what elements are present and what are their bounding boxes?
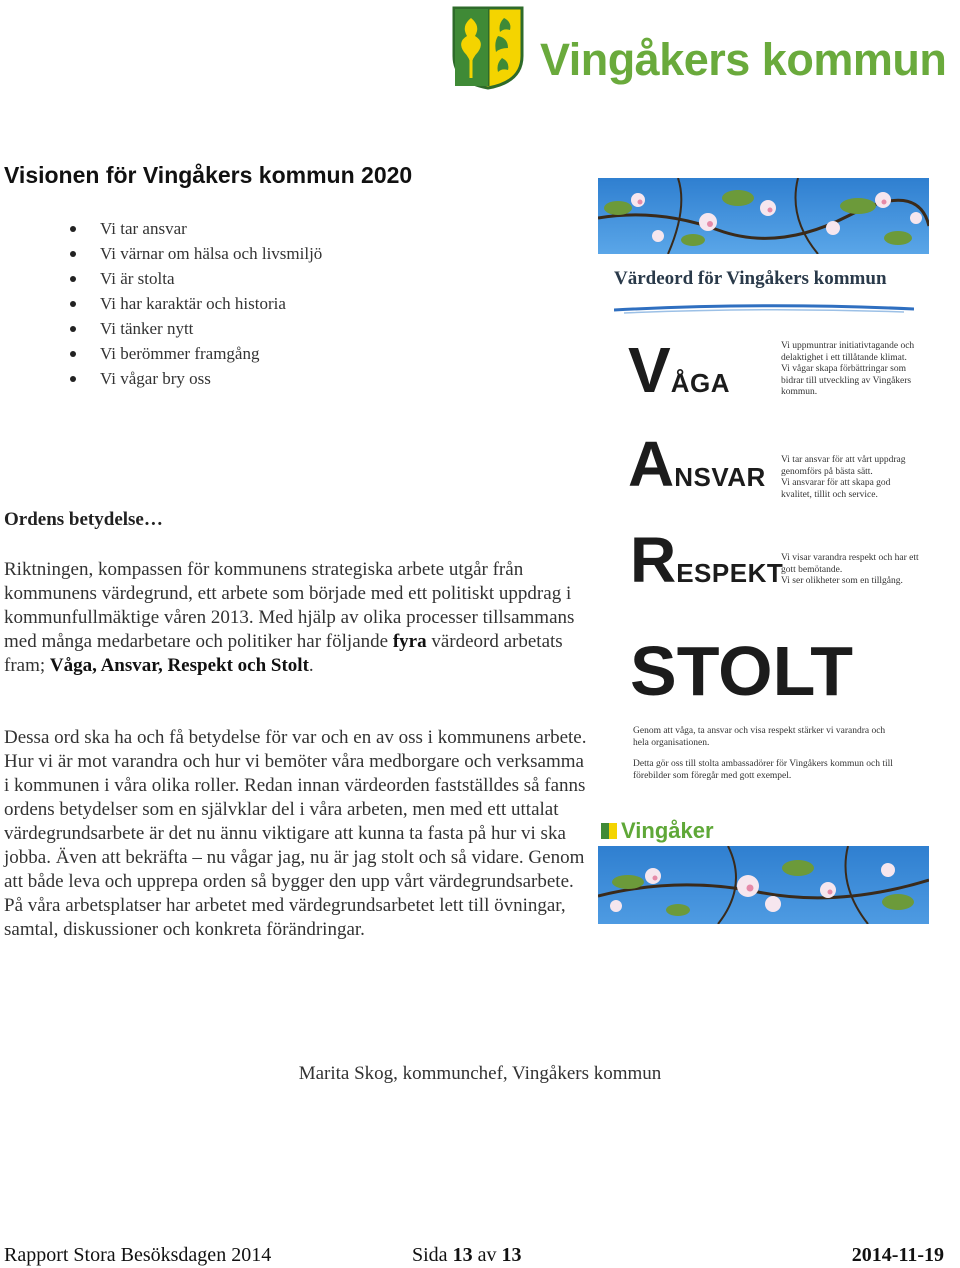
value-word-stolt: STOLT — [630, 632, 853, 710]
org-name-logo-text: Vingåkers kommun — [540, 34, 947, 85]
ordens-heading: Ordens betydelse… — [4, 509, 163, 530]
paragraph-values-origin: Riktningen, kompassen för kommunens strategiska arbete utgår från kommunens värdegrund, ett arbete som började med ett politiskt uppdrag i kommunfullmäktige våren 2013. Med hjälp av olika processer tillsammans med många medarbetare och politiker har följande fyra värdeord arbetats fram; Våga, Ansvar, Respekt och Stolt. — [4, 559, 575, 676]
coat-of-arms-logo — [452, 6, 524, 90]
poster-title: Värdeord för Vingåkers kommun — [614, 268, 887, 289]
apple-blossom-photo-top — [598, 178, 929, 254]
signature: Marita Skog, kommunchef, Vingåkers kommun — [298, 1063, 662, 1084]
value-word-ansvar: ANSVAR — [628, 428, 766, 500]
footer-report-title: Rapport Stora Besöksdagen 2014 — [4, 1244, 272, 1266]
value-word-respekt: RESPEKT — [630, 524, 784, 596]
footer-date: 2014-11-19 — [851, 1244, 944, 1266]
poster-swoosh-divider — [614, 302, 914, 316]
list-item: Vi har karaktär och historia — [70, 291, 322, 316]
ansvar-description: Vi tar ansvar för att vårt uppdrag genomförs på bästa sätt. Vi ansvarar för att skapa god kvalitet, tillit och service. — [781, 455, 906, 500]
list-item: Vi vågar bry oss — [70, 366, 322, 391]
footer-page-number: Sida 13 av 13 — [412, 1244, 522, 1266]
apple-blossom-photo-bottom — [598, 846, 929, 924]
vision-list — [70, 216, 322, 391]
list-item: Vi tar ansvar — [70, 216, 322, 241]
vision-heading: Visionen för Vingåkers kommun 2020 — [4, 162, 413, 188]
vaga-description: Vi uppmuntrar initiativtagande och delaktighet i ett tillåtande klimat. Vi vågar skapa förbättringar som bidrar till utveckling av Vingåkers kommun. — [781, 341, 915, 398]
list-item: Vi berömmer framgång — [70, 341, 322, 366]
value-word-vaga: VÅGA — [628, 334, 730, 406]
respekt-description: Vi visar varandra respekt och har ett gott bemötande. Vi ser olikheter som en tillgång. — [781, 553, 919, 587]
list-item: Vi tänker nytt — [70, 316, 322, 341]
paragraph-values-meaning: Dessa ord ska ha och få betydelse för var och en av oss i kommunens arbete. Hur vi är mot varandra och hur vi bemöter våra medborgare och verksamma i kommunen i våra olika roller. Redan innan värdeorden fastställdes så fanns ordens betydelser som en självklar del i våra arbeten, men med ett uttalat värdegrundsarbete är det nu ännu viktigare att kunna ta fasta på hur vi ska jobba. Även att bekräfta – nu vågar jag, nu är jag stolt och så vidare. Genom att både leva och upprepa orden så bygger den upp vårt värdegrundsarbete. På våra arbetsplatser har arbetet med värdegrundsarbetet lett till övningar, samtal, diskussioner och konkreta förändringar. — [4, 727, 587, 940]
list-item: Vi värnar om hälsa och livsmiljö — [70, 241, 322, 266]
stolt-description: Genom att våga, ta ansvar och visa respekt stärker vi varandra och hela organisationen. Detta gör oss till stolta ambassadörer för Vingåkers kommun och till förebilder som föregår med gott exempel. — [633, 726, 893, 781]
list-item: Vi är stolta — [70, 266, 322, 291]
poster-logo-text: Vingåker — [621, 818, 714, 843]
vingaker-flag-icon — [601, 823, 617, 839]
